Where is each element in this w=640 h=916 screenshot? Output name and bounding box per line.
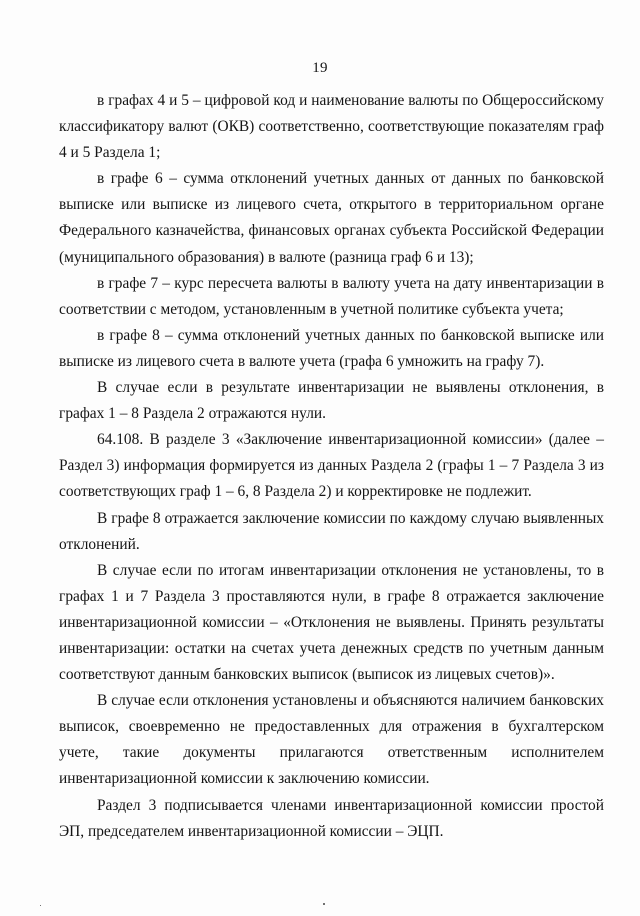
paragraph-graph-8: в графе 8 – сумма отклонений учетных данных по банковской выписке или выписке из лицевого счета в валюте учета (графа 6 умножить на графу 7). [59,326,604,370]
paragraph-no-deviations-section-3: В случае если по итогам инвентаризации отклонения не установлены, то в графах 1 и 7 Раздела 3 проставляются нули, в графе 8 отражается заключение инвентаризационной комиссии – «Отклонения не выявлены. Принять результаты инвентаризации: остатки на счетах учета денежных средств по учетным данным соответствуют данным банковских выписок (выписок из лицевых счетов)». [59,561,604,684]
paragraph-signing: Раздел 3 подписывается членами инвентаризационной комиссии простой ЭП, председателем инвентаризационной комиссии – ЭЦП. [59,796,604,840]
page-number: 19 [312,60,328,76]
scan-speck [40,905,41,906]
scan-speck [323,903,325,905]
paragraph-graph-6: в графе 6 – сумма отклонений учетных данных от данных по банковской выписке или выписке из лицевого счета, открытого в территориальном органе Федерального казначейства, финансовых органах субъекта Российской Федерации (муниципального образования) в валюте (разница граф 6 и 13); [59,170,604,266]
paragraph-graphs-4-5: в графах 4 и 5 – цифровой код и наименование валюты по Общероссийскому классификатору валют (ОКВ) соответственно, соответствующие показателям граф 4 и 5 Раздела 1; [59,92,604,162]
paragraph-graph-8-conclusion: В графе 8 отражается заключение комиссии по каждому случаю выявленных отклонений. [59,509,604,553]
document-body [59,88,604,845]
paragraph-section-3-intro: 64.108. В разделе 3 «Заключение инвентаризационной комиссии» (далее – Раздел 3) информация формируется из данных Раздела 2 (графы 1 – 7 Раздела 3 из соответствующих граф 1 – 6, 8 Раздела 2) и корректировке не подлежит. [59,431,604,501]
paragraph-no-deviations-section-2: В случае если в результате инвентаризации не выявлены отклонения, в графах 1 – 8 Раздела 2 отражаются нули. [59,379,604,423]
paragraph-deviations-explained: В случае если отклонения установлены и объясняются наличием банковских выписок, своевременно не предоставленных для отражения в бухгалтерском учете, такие документы прилагаются ответственным исполнителем инвентаризационной комиссии к заключению комиссии. [59,692,604,788]
paragraph-graph-7: в графе 7 – курс пересчета валюты в валюту учета на дату инвентаризации в соответствии с методом, установленным в учетной политике субъекта учета; [59,274,604,318]
